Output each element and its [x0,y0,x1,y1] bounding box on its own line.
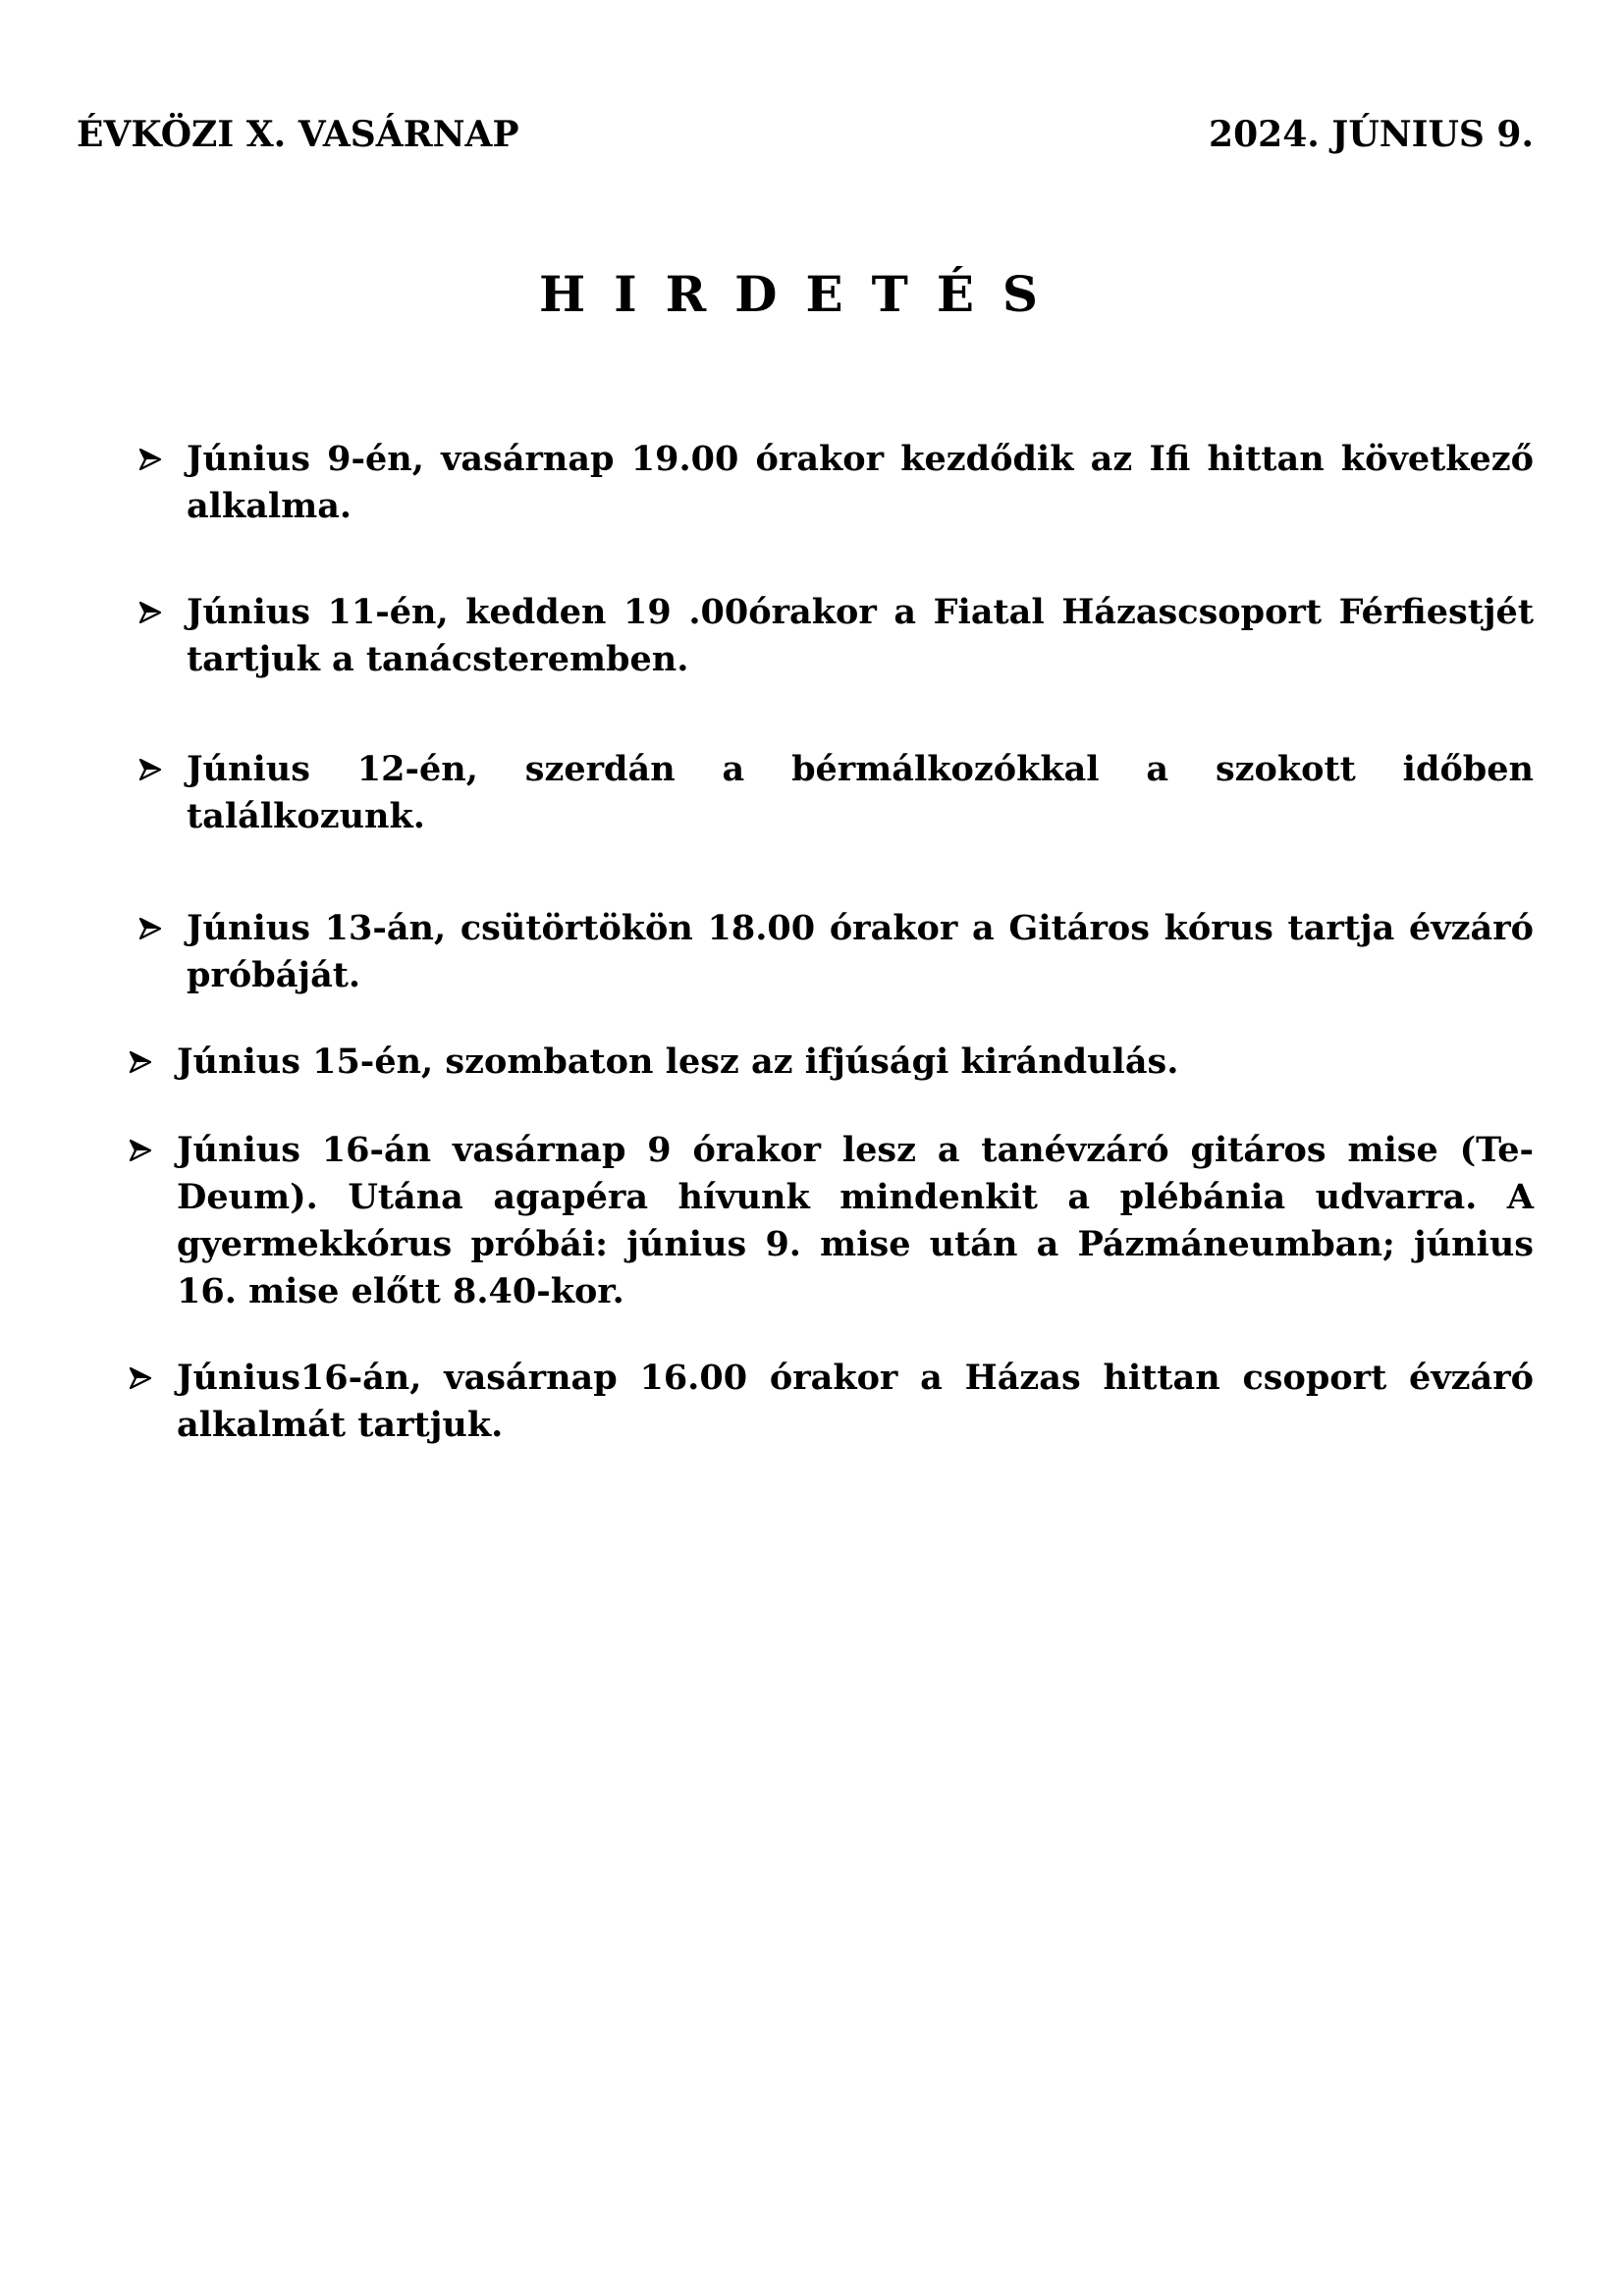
arrowhead-bullet-icon [130,1039,159,1086]
page-title: HIRDETÉS [538,265,1067,323]
arrowhead-bullet-icon [130,1127,159,1174]
announcement-item [177,1127,1534,1315]
announcement-text: Június 16-án vasárnap 9 órakor lesz a tanévzáró gitáros mise (Te-Deum). Utána agapéra hívunk mindenkit a plébánia udvarra. A gyermekkórus próbái: június 9. mise után a Pázmáneumban; június 16. mise előtt 8.40-kor. [177,1130,1534,1311]
announcement-text: Június 13-án, csütörtökön 18.00 órakor a Gitáros kórus tartja évzáró próbáját. [187,908,1534,995]
announcement-text: Június16-án, vasárnap 16.00 órakor a Házas hittan csoport évzáró alkalmát tartjuk. [177,1358,1534,1445]
arrowhead-bullet-icon [139,436,169,483]
announcement-item [187,905,1534,999]
announcement-text: Június 9-én, vasárnap 19.00 órakor kezdődik az Ifi hittan következő alkalma. [187,439,1534,526]
arrowhead-bullet-icon [139,589,169,636]
arrowhead-bullet-icon [130,1355,159,1402]
liturgical-day-label: ÉVKÖZI X. VASÁRNAP [77,114,519,155]
arrowhead-bullet-icon [139,746,169,793]
date-label: 2024. JÚNIUS 9. [1209,114,1534,155]
arrowhead-bullet-icon [139,905,169,952]
announcement-text: Június 12-én, szerdán a bérmálkozókkal a szokott időben találkozunk. [187,749,1534,836]
announcement-item [177,1039,1534,1086]
announcement-text: Június 11-én, kedden 19 .00órakor a Fiatal Házascsoport Férfiestjét tartjuk a tanácsteremben. [187,592,1534,679]
announcement-item [187,746,1534,840]
announcement-text: Június 15-én, szombaton lesz az ifjúsági kirándulás. [177,1041,1179,1082]
announcement-item [187,589,1534,683]
announcement-item [177,1355,1534,1449]
page-header [77,110,1534,159]
announcement-item [187,436,1534,530]
